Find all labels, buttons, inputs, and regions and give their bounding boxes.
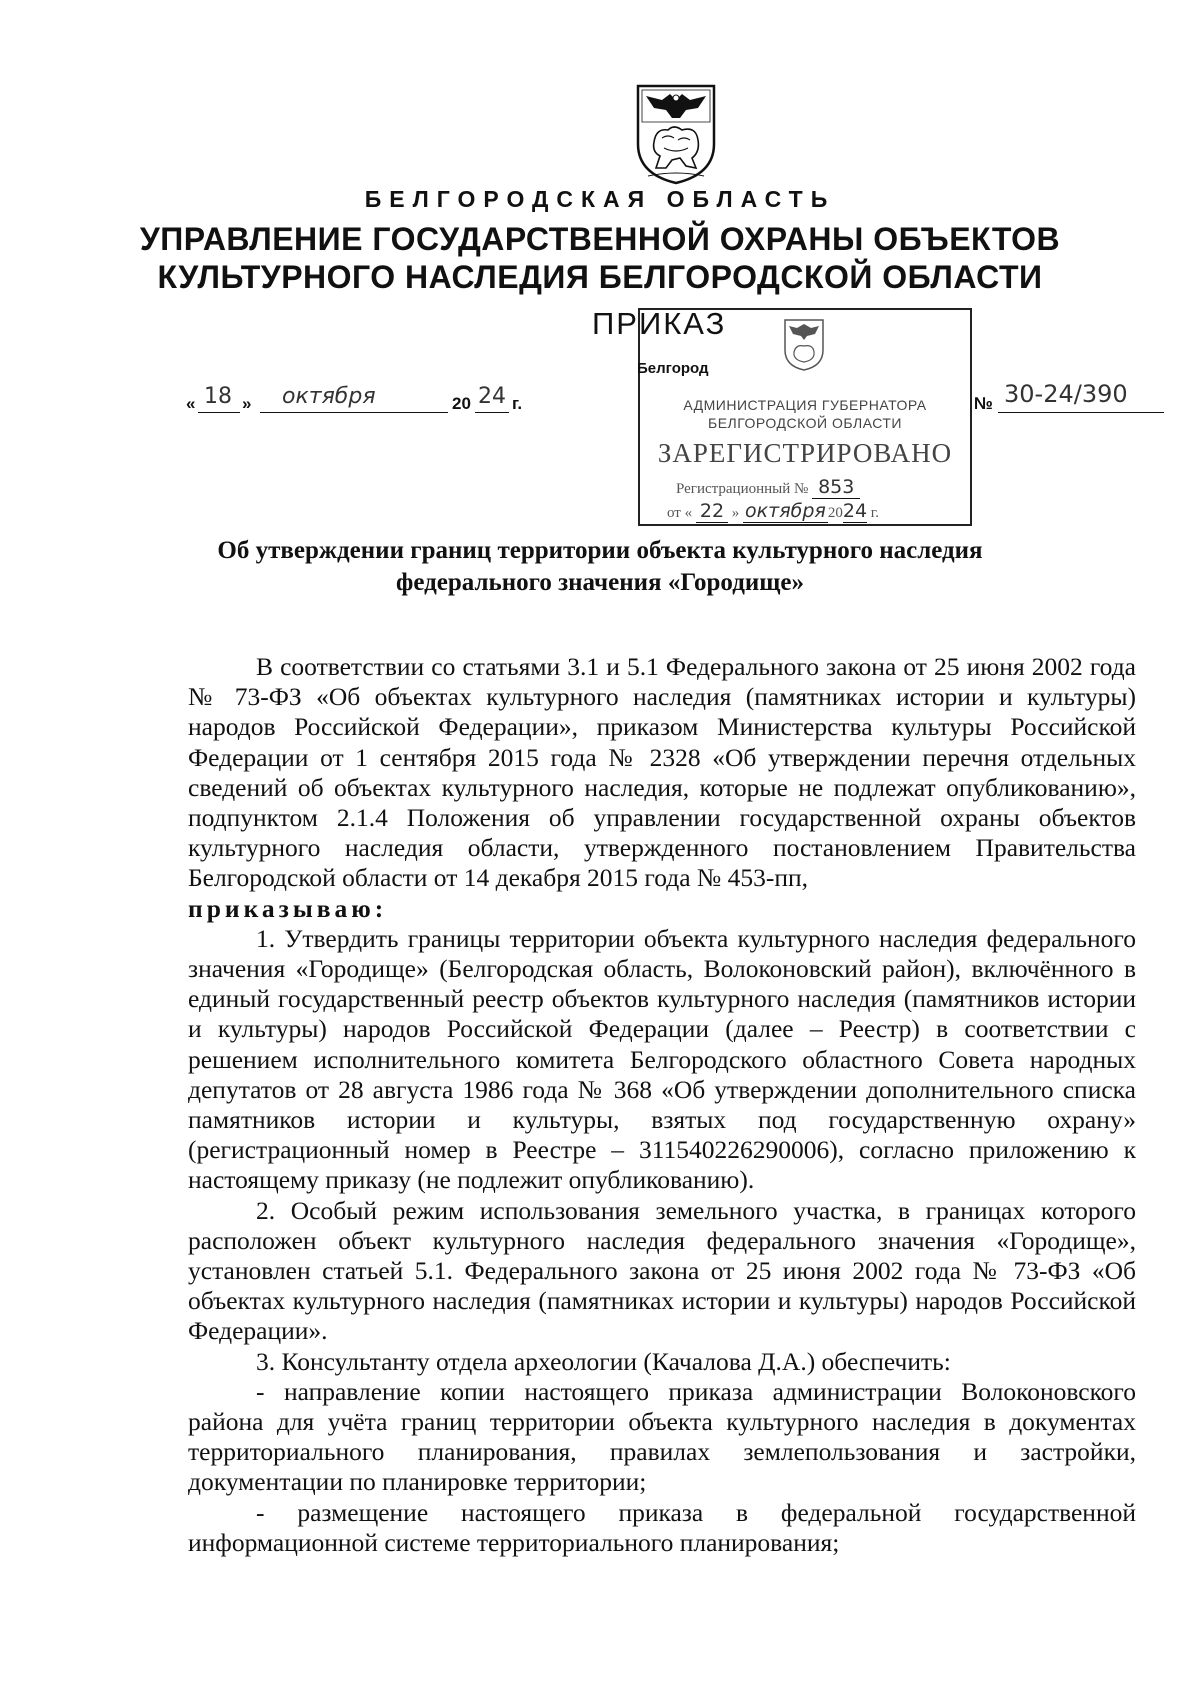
stamp-date-open: от « [667, 505, 693, 521]
title-line2: федерального значения «Городище» [396, 569, 804, 596]
stamp-date-year-suffix: г. [870, 505, 880, 521]
stamp-date-year-prefix: 20 [827, 505, 843, 521]
paragraph-item-1: 1. Утвердить границы территории объекта культурного наследия федерального значения «Городище» (Белгородская область, Волоконовский район), включённого в единый государственный реестр объектов культурного наследия (памятников истории и культуры) народов Российской Федерации (далее – Реестр) в соответствии с решением исполнительного комитета Белгородского областного Совета народных депутатов от 28 августа 1986 года № 368 «Об утверждении дополнительного списка памятников истории и культуры, взятых под государственную охрану» (регистрационный номер в Реестре – 311540226290006), согласно приложению к настоящему приказу (не подлежит опубликованию). [188, 923, 1136, 1195]
title-line1: Об утверждении границ территории объекта культурного наследия [217, 537, 983, 564]
date-month: октября [282, 384, 376, 409]
coat-of-arms-emblem [634, 82, 718, 186]
stamp-date-day: 22 [696, 500, 728, 523]
stamp-registered-label: ЗАРЕГИСТРИРОВАНО [657, 438, 953, 468]
date-year-suffix: г. [512, 394, 523, 413]
date-close-quote: » [242, 394, 252, 413]
region-name: БЕЛГОРОДСКАЯ ОБЛАСТЬ [364, 186, 836, 212]
paragraph-item-3-b: - размещение настоящего приказа в федеральной государственной информационной системе территориального планирования; [188, 1497, 1136, 1557]
stamp-admin-line1: АДМИНИСТРАЦИЯ ГУБЕРНАТОРА [683, 397, 927, 413]
number-value: 30-24/390 [1004, 380, 1128, 408]
organization-name-line2: КУЛЬТУРНОГО НАСЛЕДИЯ БЕЛГОРОДСКОЙ ОБЛАСТИ [157, 259, 1043, 295]
document-body [188, 652, 1136, 1558]
document-number [974, 380, 1164, 416]
organization-name-line1: УПРАВЛЕНИЕ ГОСУДАРСТВЕННОЙ ОХРАНЫ ОБЪЕКТОВ [139, 221, 1061, 257]
stamp-registration-number [676, 476, 860, 498]
date-year-prefix: 20 [452, 394, 471, 413]
document-type: ПРИКАЗ [592, 306, 727, 341]
stamp-date-year: 24 [842, 500, 868, 522]
date-year: 24 [478, 384, 506, 409]
stamp-emblem [783, 318, 825, 372]
stamp-reg-number-value: 853 [812, 476, 860, 499]
stamp-admin-line2: БЕЛГОРОДСКОЙ ОБЛАСТИ [708, 415, 902, 431]
paragraph-preamble: В соответствии со статьями 3.1 и 5.1 Федерального закона от 25 июня 2002 года № 73-ФЗ «Об объектах культурного наследия (памятниках истории и культуры) народов Российской Федерации», приказом Министерства культуры Российской Федерации от 1 сентября 2015 года № 2328 «Об утверждении перечня отдельных сведений об объектах культурного наследия, которые не подлежат опубликованию», подпунктом 2.1.4 Положения об управлении государственной охраны объектов культурного наследия области, утвержденного постановлением Правительства Белгородской области от 14 декабря 2015 года № 453-пп, [188, 652, 1136, 893]
document-date [186, 386, 546, 418]
order-word: приказываю: [188, 893, 388, 923]
stamp-reg-label: Регистрационный № [676, 481, 809, 497]
date-day: 18 [204, 384, 232, 409]
date-open-quote: « [186, 394, 196, 413]
number-label: № [974, 394, 993, 413]
paragraph-item-3-a: - направление копии настоящего приказа администрации Волоконовского района для учёта границ территории объекта культурного наследия в документах территориального планирования, правилах землепользования и застройки, документации по планировке территории; [188, 1376, 1136, 1497]
organization-name [0, 220, 1200, 296]
paragraph-item-2: 2. Особый режим использования земельного участка, в границах которого расположен объект культурного наследия федерального значения «Городище», установлен статьей 5.1. Федерального закона от 25 июня 2002 года № 73-ФЗ «Об объектах культурного наследия (памятниках истории и культуры) народов Российской Федерации». [188, 1195, 1136, 1346]
document-title [120, 535, 1080, 599]
stamp-date-month: октября [745, 500, 826, 522]
stamp-date-close: » [731, 505, 740, 521]
city-name: Белгород [637, 360, 709, 377]
stamp-date [667, 500, 879, 522]
stamp-administration [638, 396, 972, 432]
paragraph-item-3: 3. Консультанту отдела археологии (Качалова Д.А.) обеспечить: [256, 1346, 951, 1376]
